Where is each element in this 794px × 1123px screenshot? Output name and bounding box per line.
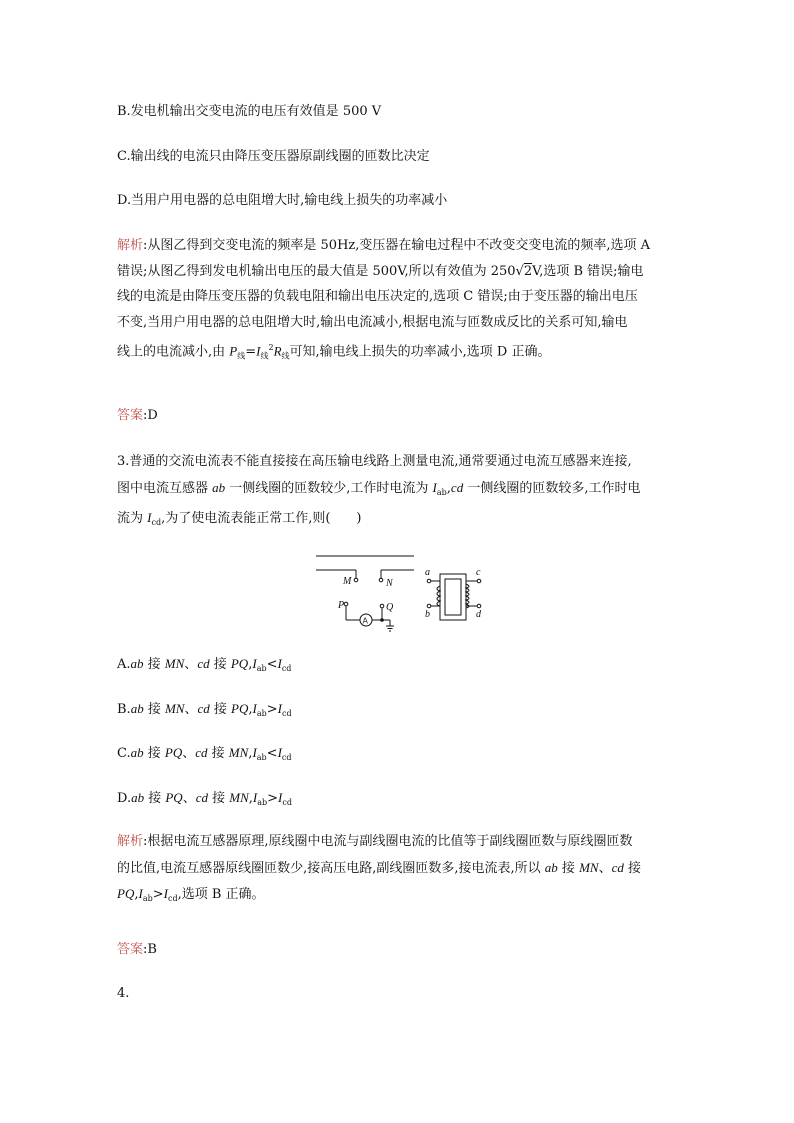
var-i: I bbox=[252, 745, 257, 760]
var-cd: cd bbox=[195, 790, 208, 805]
formula-sub: 线 bbox=[281, 351, 290, 361]
relation: > bbox=[266, 702, 278, 717]
option-q3-d bbox=[117, 789, 292, 812]
var-sub: cd bbox=[151, 518, 162, 527]
terminal-b bbox=[427, 604, 431, 608]
analysis-line: 的比值,电流互感器原线圈匝数少,接高压电路,副线圈匝数多,接电流表,所以 bbox=[117, 860, 545, 876]
relation: > bbox=[152, 887, 164, 902]
terminal-c bbox=[477, 579, 481, 583]
sqrt-radicand: 2 bbox=[523, 263, 533, 279]
var-ab: ab bbox=[212, 479, 226, 495]
var-i: I bbox=[277, 745, 282, 760]
terminal-a bbox=[427, 579, 431, 583]
var-i: I bbox=[252, 790, 258, 805]
answer-value: :B bbox=[143, 942, 157, 957]
formula-sub: 线 bbox=[237, 351, 246, 361]
var-cd: cd bbox=[450, 479, 464, 495]
analysis-label: 解析 bbox=[117, 238, 144, 253]
analysis-label: 解析 bbox=[117, 834, 144, 849]
option-q3-b bbox=[117, 700, 292, 723]
var-i: I bbox=[147, 510, 152, 525]
var-pq: PQ bbox=[164, 745, 183, 760]
var-i: I bbox=[278, 790, 283, 805]
analysis-line: 、 bbox=[598, 860, 612, 876]
var-ab: ab bbox=[130, 656, 144, 671]
opt-prefix: D. bbox=[117, 791, 132, 806]
option-q3-c bbox=[117, 744, 292, 767]
var-sub: ab bbox=[257, 798, 268, 807]
var-cd: cd bbox=[611, 859, 624, 875]
var-sub: ab bbox=[256, 709, 267, 718]
var-sub: ab bbox=[256, 753, 267, 762]
terminal-p bbox=[344, 602, 348, 606]
terminal-d bbox=[477, 604, 481, 608]
question-line: 图中电流互感器 bbox=[117, 480, 213, 496]
var-i: I bbox=[252, 656, 257, 671]
var-mn: MN bbox=[164, 701, 185, 716]
opt-text: , bbox=[248, 657, 253, 672]
relation: > bbox=[267, 791, 279, 806]
var-pq: PQ bbox=[165, 790, 183, 805]
analysis-q2 bbox=[117, 233, 677, 369]
analysis-line: 线的电流是由降压变压器的负载电阻和输出电压决定的,选项 C 错误;由于变压器的输出电压 bbox=[117, 289, 638, 304]
circuit-diagram bbox=[310, 548, 500, 636]
label-b: b bbox=[425, 609, 430, 620]
var-sub: cd bbox=[281, 753, 292, 762]
var-mn: MN bbox=[164, 656, 185, 671]
formula-sup: 2 bbox=[268, 343, 274, 352]
var-ab: ab bbox=[131, 790, 145, 805]
option-c: C.输出线的电流只由降压变压器原副线圈的匝数比决定 bbox=[117, 149, 430, 164]
junction-dot bbox=[380, 618, 384, 622]
opt-text: 接 bbox=[208, 791, 230, 806]
question-line: 流为 bbox=[117, 511, 148, 526]
analysis-line: V,选项 B 错误;输电 bbox=[532, 263, 644, 279]
opt-text: 、 bbox=[184, 702, 198, 717]
opt-text: , bbox=[248, 746, 253, 761]
opt-text: 接 bbox=[209, 702, 232, 717]
analysis-line: 接 bbox=[623, 860, 641, 876]
var-i: I bbox=[432, 479, 437, 495]
analysis-line: 错误;从图乙得到发电机输出电压的最大值是 500V,所以有效值为 250 bbox=[117, 263, 516, 279]
option-q3-a bbox=[117, 655, 291, 678]
question-line: ,为了使电流表能正常工作,则( ) bbox=[161, 511, 362, 526]
var-cd: cd bbox=[195, 745, 208, 760]
answer-q3 bbox=[117, 941, 157, 959]
terminal-n bbox=[379, 578, 383, 582]
relation: < bbox=[266, 657, 278, 672]
opt-text: 接 bbox=[207, 746, 229, 761]
var-sub: cd bbox=[167, 894, 178, 903]
var-sub: ab bbox=[142, 894, 153, 903]
ammeter-label: A bbox=[362, 616, 368, 626]
var-mn: MN bbox=[579, 859, 599, 875]
answer-q2 bbox=[117, 407, 158, 425]
var-sub: cd bbox=[281, 709, 292, 718]
var-sub: cd bbox=[281, 664, 292, 673]
var-ab: ab bbox=[130, 701, 144, 716]
var-i: I bbox=[163, 886, 168, 901]
transformer-core-inner bbox=[445, 579, 461, 615]
var-pq: PQ bbox=[117, 886, 135, 901]
label-q: Q bbox=[386, 602, 394, 613]
question-4-number: 4. bbox=[117, 986, 130, 1001]
opt-text: 、 bbox=[182, 791, 196, 806]
question-line: 一侧线圈的匝数较少,工作时电流为 bbox=[225, 480, 433, 496]
var-sub: ab bbox=[436, 487, 447, 497]
sqrt-symbol: √ bbox=[515, 263, 524, 279]
var-sub: ab bbox=[256, 664, 267, 673]
analysis-line: 线上的电流减小,由 bbox=[117, 344, 230, 360]
option-d: D.当用户用电器的总电阻增大时,输电线上损失的功率减小 bbox=[117, 193, 448, 208]
terminal-m bbox=[354, 578, 358, 582]
opt-text: , bbox=[248, 702, 253, 717]
analysis-line: :从图乙得到交变电流的频率是 50Hz,变压器在输电过程中不改变交变电流的频率,选项 A bbox=[143, 238, 651, 253]
var-i: I bbox=[138, 886, 143, 901]
label-a: a bbox=[425, 567, 430, 578]
opt-text: 、 bbox=[182, 746, 196, 761]
var-cd: cd bbox=[197, 656, 210, 671]
opt-text: 、 bbox=[184, 657, 198, 672]
var-pq: PQ bbox=[230, 656, 249, 671]
opt-prefix: B. bbox=[117, 702, 131, 717]
opt-text: 接 bbox=[143, 702, 165, 717]
answer-label: 答案 bbox=[117, 942, 144, 957]
var-pq: PQ bbox=[231, 701, 249, 716]
var-mn: MN bbox=[228, 745, 249, 760]
label-d: d bbox=[476, 609, 481, 620]
opt-prefix: A. bbox=[117, 657, 131, 672]
formula-i: I bbox=[256, 343, 261, 359]
label-n: N bbox=[386, 578, 393, 589]
relation: < bbox=[266, 746, 278, 761]
opt-text: 接 bbox=[144, 791, 166, 806]
analysis-line: :根据电流互感器原理,原线圈中电流与副线圈电流的比值等于副线圈匝数与原线圈匝数 bbox=[143, 834, 633, 849]
analysis-q3 bbox=[117, 829, 677, 912]
formula-r: R bbox=[273, 343, 282, 359]
opt-prefix: C. bbox=[117, 746, 131, 761]
opt-text: 接 bbox=[143, 657, 165, 672]
analysis-line: 接 bbox=[557, 860, 580, 876]
analysis-line: 可知,输电线上损失的功率减小,选项 D 正确。 bbox=[289, 344, 551, 360]
var-sub: cd bbox=[282, 798, 292, 807]
question-3 bbox=[117, 449, 677, 536]
var-ab: ab bbox=[130, 745, 144, 760]
var-i: I bbox=[277, 656, 282, 671]
label-m: M bbox=[343, 576, 352, 587]
terminal-q bbox=[380, 604, 384, 608]
var-ab: ab bbox=[544, 859, 558, 875]
analysis-line: ,选项 B 正确。 bbox=[177, 887, 265, 902]
opt-text: 接 bbox=[209, 657, 231, 672]
var-i: I bbox=[252, 701, 257, 716]
label-c: c bbox=[476, 567, 481, 578]
secondary-coil bbox=[466, 584, 469, 608]
question-line: 一侧线圈的匝数较多,工作时电 bbox=[463, 480, 641, 496]
var-cd: cd bbox=[197, 701, 210, 716]
opt-text: , bbox=[248, 791, 253, 806]
question-line: 3.普通的交流电流表不能直接接在高压输电线路上测量电流,通常要通过电流互感器来连接, bbox=[117, 454, 632, 469]
analysis-line: , bbox=[134, 887, 139, 902]
answer-value: :D bbox=[143, 408, 158, 423]
var-i: I bbox=[277, 701, 282, 716]
formula-sub: 线 bbox=[260, 351, 269, 361]
analysis-line: 不变,当用户用电器的总电阻增大时,输出电流减小,根据电流与匝数成反比的关系可知,输电 bbox=[117, 314, 628, 330]
transformer-core-outer bbox=[440, 574, 466, 620]
opt-text: 接 bbox=[143, 746, 165, 761]
formula-p: P bbox=[229, 343, 238, 359]
answer-label: 答案 bbox=[117, 408, 144, 423]
question-line: , bbox=[446, 480, 451, 496]
option-b: B.发电机输出交变电流的电压有效值是 500 V bbox=[117, 104, 382, 119]
label-p: P bbox=[338, 600, 345, 611]
var-mn: MN bbox=[229, 790, 249, 805]
formula-eq: = bbox=[245, 344, 257, 360]
